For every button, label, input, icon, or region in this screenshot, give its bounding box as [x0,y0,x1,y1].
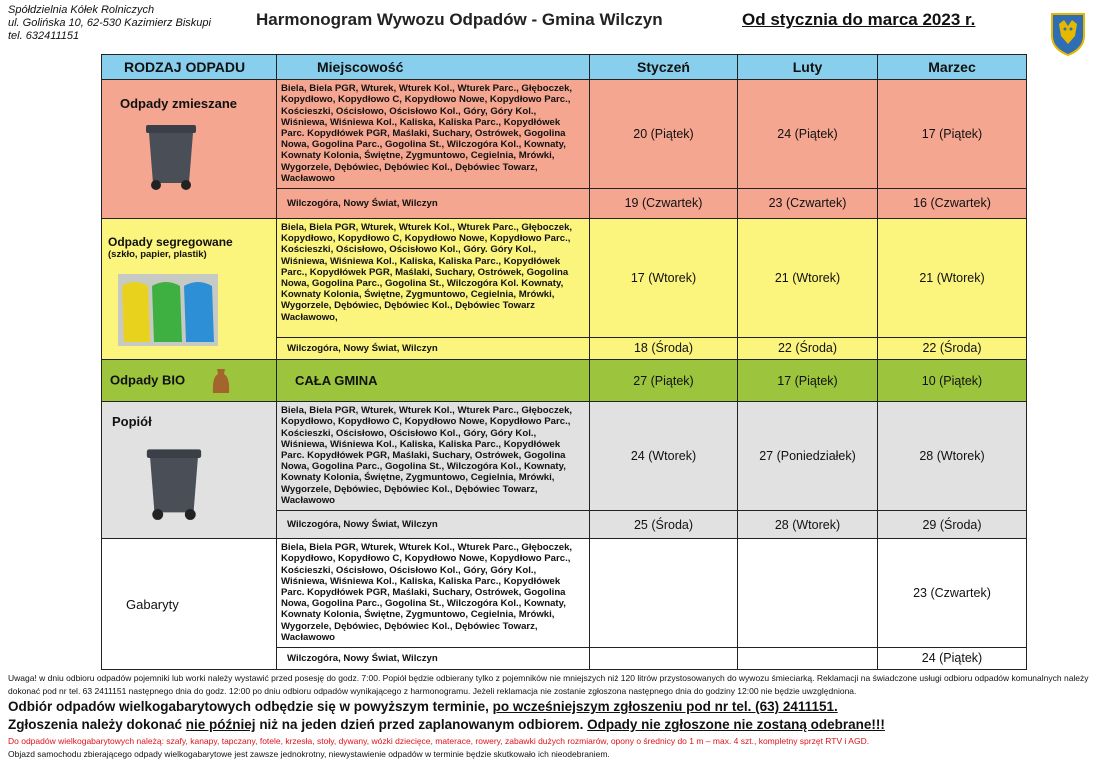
date-cell: 22 (Środa) [738,337,878,359]
header-location: Miejscowość [277,55,590,80]
date-cell: 25 (Środa) [590,510,738,538]
note-text: Zgłoszenia należy dokonać [8,717,186,732]
company-name: Spółdzielnia Kółek Rolniczych [8,4,155,16]
date-cell: 21 (Wtorek) [878,219,1027,338]
waste-type-ash [102,402,277,539]
date-cell [590,539,738,648]
date-cell: 23 (Czwartek) [738,188,878,218]
waste-type-label: Odpady segregowane [108,235,233,250]
note-bulky-pickup [8,698,1093,716]
waste-type-label: Odpady zmieszane [120,96,238,112]
date-cell: 24 (Wtorek) [590,402,738,511]
coat-of-arms-icon [1050,12,1086,56]
company-info [8,4,211,43]
header-march: Marzec [878,55,1027,80]
date-cell: 28 (Wtorek) [878,402,1027,511]
recycling-bags-icon [118,274,218,346]
date-cell: 17 (Piątek) [738,359,878,401]
company-address: ul. Golińska 10, 62-530 Kazimierz Biskupi [8,17,211,29]
date-cell [590,647,738,669]
locations-main: Biela, Biela PGR, Wturek, Wturek Kol., Wturek Parc., Głęboczek, Kopydłowo, Kopydłowo C, Kopydłowo Nowe, Kopydłowo Parc., Kościeszki, Ościsłowo, Ościsłowo Kol., Góry, Góry Kol., Wiśniewa, Wiśniewa Kol., Kaliska, Kaliska Parc., Kopydłówek Parc. Kopydłówek PGR, Maślaki, Suchary, Ostrówek, Gogolina Nowa, Gogolina Parc., Gogolina St., Wilczogóra Kol., Kownaty, Kownaty Kolonia, Świętne, Zygmuntowo, Cegielnia, Mrówki, Wygorzele, Dębówiec, Dębówiec Kol., Dębówiec Towarz, Wacławowo [277,539,590,648]
header-january: Styczeń [590,55,738,80]
schedule-period: Od stycznia do marca 2023 r. [742,10,976,29]
note-text: nie później [185,717,256,732]
date-cell [738,539,878,648]
date-cell: 27 (Poniedziałek) [738,402,878,511]
locations-main: Biela, Biela PGR, Wturek, Wturek Kol., Wturek Parc., Głęboczek, Kopydłowo, Kopydłowo C, Kopydłowo Nowe, Kopydłowo Parc., Kościeszki, Ościsłowo, Ościsłowo Kol., Góry. Góry Kol., Wiśniewa, Wiśniewa Kol., Kaliska, Kaliska Parc., Kopydłówek Parc., Kopydłówek PGR, Maślaki, Suchary, Ostrówek, Gogolina Nowa, Gogolina Parc., Gogolina St., Wilczogóra Kol. Kownaty, Kownaty Kolonia, Świętne, Zygmuntowo, Cegielnia, Mrówki, Wygorzele, Dębówiec, Dębówiec Kol., Dębówiec Towarz Wacławowo, [277,219,590,338]
company-phone: tel. 632411151 [8,30,80,42]
table-header-row [102,55,1027,80]
date-cell: 27 (Piątek) [590,359,738,401]
note-bulky-items: Do odpadów wielkogabarytowych należą: szafy, kanapy, tapczany, fotele, krzesła, stoły, dywany, wózki dziecięce, materace, rowery, zabawki dużych rozmiarów, opony o średnicy do 1 m – max. 4 szt., kompletny sprzęt RTV i AGD. [8,736,870,746]
date-cell: 20 (Piątek) [590,80,738,189]
locations-short: Wilczogóra, Nowy Świat, Wilczyn [277,647,590,669]
note-text: niż na jeden dzień przed zaplanowanym odbiorem. [255,717,588,732]
bio-area: CAŁA GMINA [277,359,590,401]
header-february: Luty [738,55,878,80]
locations-short: Wilczogóra, Nowy Świat, Wilczyn [277,188,590,218]
table-row [102,359,1027,401]
bio-bag-icon [211,367,231,395]
date-cell: 16 (Czwartek) [878,188,1027,218]
schedule-table [101,54,1027,670]
note-text: Odpady nie zgłoszone nie zostaną odebrane!!! [587,717,885,732]
date-cell: 23 (Czwartek) [878,539,1027,648]
waste-type-segregated [102,219,277,360]
date-cell: 17 (Wtorek) [590,219,738,338]
note-general: Uwaga! w dniu odbioru odpadów pojemniki lub worki należy wystawić przed posesję do godz. 7:00. Popiół będzie odbierany tylko z pojemników nie mniejszych niż 120 litrów przystosowanych do wywozu śmieciarką. Reklamacji na świadczone usługi odbioru odpadów komunalnych należy dokonać pod nr tel. 63 2411151 następnego dnia do godz. 12:00 po dniu odbioru odpadów wynikającego z harmonogramu. Jeżeli reklamacja nie zostanie zgłoszona następnego dnia do godziny 12:00 nie będzie uwzględniona. [8,673,1089,696]
table-row [102,539,1027,648]
date-cell: 19 (Czwartek) [590,188,738,218]
waste-type-sublabel: (szkło, papier, plastik) [108,249,207,261]
waste-type-mixed [102,80,277,219]
date-cell: 24 (Piątek) [738,80,878,189]
table-row [102,80,1027,189]
note-text: Odbiór odpadów wielkogabarytowych odbędzie się w powyższym terminie, [8,699,493,714]
waste-bin-icon [144,121,198,191]
date-cell: 18 (Środa) [590,337,738,359]
header-waste-type: RODZAJ ODPADU [102,55,277,80]
date-cell: 22 (Środa) [878,337,1027,359]
note-single-pass: Objazd samochodu zbierającego odpady wielkogabarytowe jest zawsze jednokrotny, niewystawienie odpadów w terminie będzie skutkowało ich nieodebraniem. [8,749,610,759]
waste-type-bio [102,359,277,401]
date-cell: 21 (Wtorek) [738,219,878,338]
waste-type-bulky [102,539,277,670]
note-text: po wcześniejszym zgłoszeniu pod nr tel. (63) 2411151. [492,699,838,714]
waste-type-label: Gabaryty [126,596,179,612]
date-cell: 28 (Wtorek) [738,510,878,538]
date-cell: 24 (Piątek) [878,647,1027,669]
table-row [102,219,1027,338]
page-title: Harmonogram Wywozu Odpadów - Gmina Wilczyn [256,10,663,29]
date-cell: 10 (Piątek) [878,359,1027,401]
note-bulky-registration [8,716,1093,734]
locations-short: Wilczogóra, Nowy Świat, Wilczyn [277,337,590,359]
waste-bin-icon [144,445,204,521]
date-cell: 29 (Środa) [878,510,1027,538]
locations-main: Biela, Biela PGR, Wturek, Wturek Kol., Wturek Parc., Głęboczek, Kopydłowo, Kopydłowo C, Kopydłowo Nowe, Kopydłowo Parc., Kościeszki, Ościsłowo, Ościsłowo Kol., Góry, Góry Kol., Wiśniewa, Wiśniewa Kol., Kaliska, Kaliska Parc., Kopydłówek Parc. Kopydłówek PGR, Maślaki, Suchary, Ostrówek, Gogolina Nowa, Gogolina Parc., Gogolina St., Wilczogóra Kol., Kownaty, Kownaty Kolonia, Świętne, Zygmuntowo, Cegielnia, Mrówki, Wygorzele, Dębówiec, Dębówiec Kol., Dębówiec Towarz, Wacławowo [277,402,590,511]
table-row [102,402,1027,511]
waste-type-label: Odpady BIO [110,372,186,388]
waste-type-label: Popiół [112,414,152,430]
date-cell: 17 (Piątek) [878,80,1027,189]
locations-short: Wilczogóra, Nowy Świat, Wilczyn [277,510,590,538]
notes [8,672,1093,761]
locations-main: Biela, Biela PGR, Wturek, Wturek Kol., Wturek Parc., Głęboczek, Kopydłowo, Kopydłowo C, Kopydłowo Nowe, Kopydłowo Parc., Kościeszki, Ościsłowo, Ościsłowo Kol., Góry, Góry Kol., Wiśniewa, Wiśniewa Kol., Kaliska, Kaliska Parc., Kopydłówek Parc. Kopydłówek PGR, Maślaki, Suchary, Ostrówek, Gogolina Nowa, Gogolina Parc., Gogolina St., Wilczogóra Kol., Kownaty, Kownaty Kolonia, Świętne, Zygmuntowo, Cegielnia, Mrówki, Wygorzele, Dębówiec, Dębówiec Kol., Dębówiec Towarz, Wacławowo [277,80,590,189]
date-cell [738,647,878,669]
